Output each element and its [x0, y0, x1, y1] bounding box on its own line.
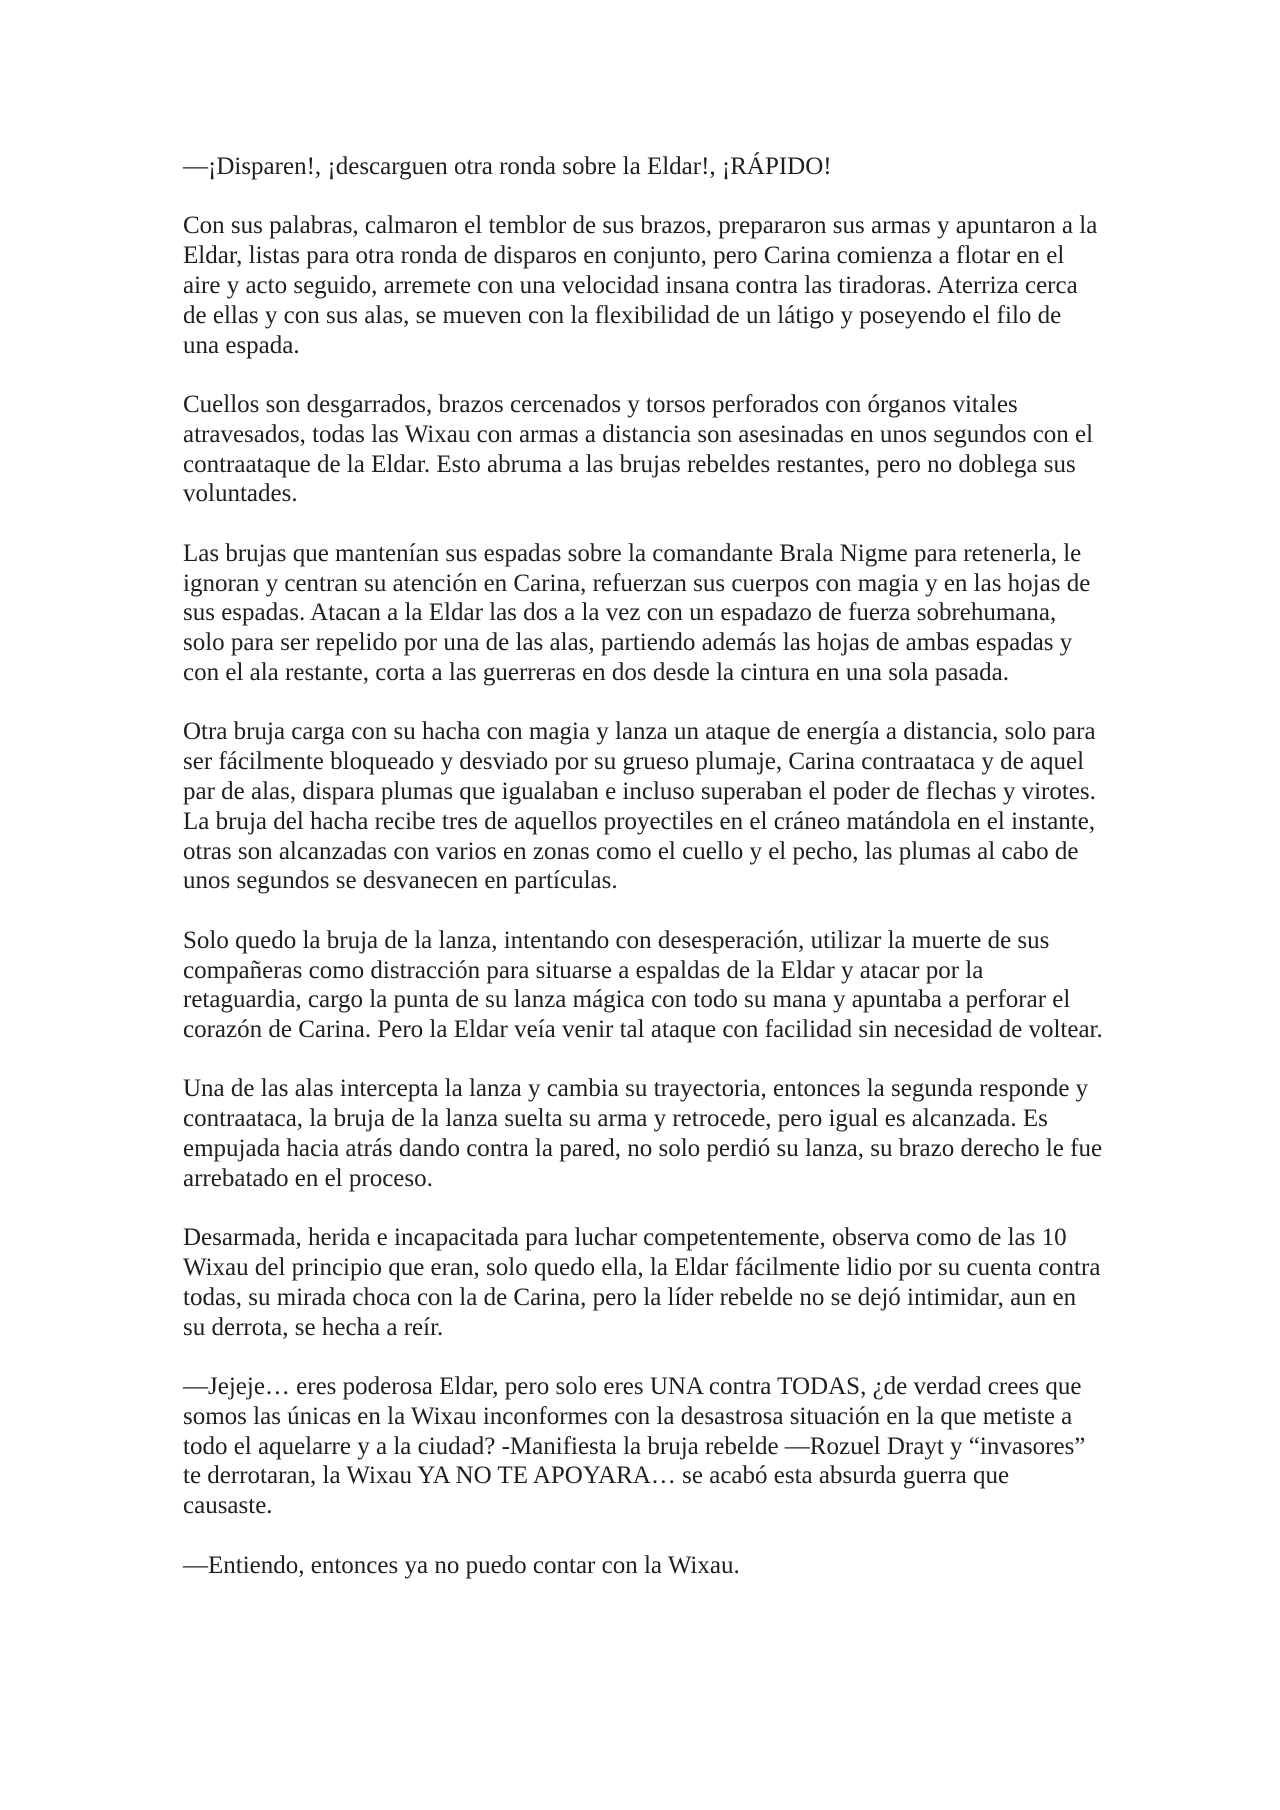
- paragraph: Las brujas que mantenían sus espadas sobre la comandante Brala Nigme para retenerla, le ignoran y centran su atención en Carina, refuerzan sus cuerpos con magia y en las hojas de sus espadas. Atacan a la Eldar las dos a la vez con un espadazo de fuerza sobrehumana, solo para ser repelido por una de las alas, partiendo además las hojas de ambas espadas y con el ala restante, corta a las guerreras en dos desde la cintura en una sola pasada.: [183, 539, 1091, 686]
- paragraph: Con sus palabras, calmaron el temblor de sus brazos, prepararon sus armas y apuntaron a la Eldar, listas para otra ronda de disparos en conjunto, pero Carina comienza a flotar en el aire y acto seguido, arremete con una velocidad insana contra las tiradoras. Aterriza cerca de ellas y con sus alas, se mueven con la flexibilidad de un látigo y poseyendo el filo de una espada.: [183, 212, 1098, 359]
- paragraph: Desarmada, herida e incapacitada para luchar competentemente, observa como de las 10 Wixau del principio que eran, solo quedo ella, la Eldar fácilmente lidio por su cuenta contra todas, su mirada choca con la de Carina, pero la líder rebelde no se dejó intimidar, aun en su derrota, se hecha a reír.: [183, 1224, 1101, 1341]
- paragraph: Solo quedo la bruja de la lanza, intentando con desesperación, utilizar la muerte de sus compañeras como distracción para situarse a espaldas de la Eldar y atacar por la retaguardia, cargo la punta de su lanza mágica con todo su mana y apuntaba a perforar el corazón de Carina. Pero la Eldar veía venir tal ataque con facilidad sin necesidad de voltear.: [183, 926, 1103, 1044]
- paragraph: —¡Disparen!, ¡descarguen otra ronda sobre la Eldar!, ¡RÁPIDO!: [183, 153, 832, 180]
- paragraph: —Entiendo, entonces ya no puedo contar con la Wixau.: [183, 1551, 740, 1579]
- paragraph: Cuellos son desgarrados, brazos cercenados y torsos perforados con órganos vitales atravesados, todas las Wixau con armas a distancia son asesinadas en unos segundos con el contraataque de la Eldar. Esto abruma a las brujas rebeldes restantes, pero no doblega sus voluntades.: [183, 390, 1094, 508]
- document-body: [183, 152, 1103, 1610]
- paragraph: Otra bruja carga con su hacha con magia y lanza un ataque de energía a distancia, solo para ser fácilmente bloqueado y desviado por su grueso plumaje, Carina contraataca y de aquel par de alas, dispara plumas que igualaban e incluso superaban el poder de flechas y virotes. La bruja del hacha recibe tres de aquellos proyectiles en el cráneo matándola en el instante, otras son alcanzadas con varios en zonas como el cuello y el pecho, las plumas al cabo de unos segundos se desvanecen en partículas.: [183, 718, 1096, 895]
- paragraph: —Jejeje… eres poderosa Eldar, pero solo eres UNA contra TODAS, ¿de verdad crees que somos las únicas en la Wixau inconformes con la desastrosa situación en la que metiste a todo el aquelarre y a la ciudad? -Manifiesta la bruja rebelde —Rozuel Drayt y “invasores” te derrotaran, la Wixau YA NO TE APOYARA… se acabó esta absurda guerra que causaste.: [183, 1373, 1086, 1520]
- paragraph: Una de las alas intercepta la lanza y cambia su trayectoria, entonces la segunda responde y contraataca, la bruja de la lanza suelta su arma y retrocede, pero igual es alcanzada. Es empujada hacia atrás dando contra la pared, no solo perdió su lanza, su brazo derecho le fue arrebatado en el proceso.: [183, 1075, 1103, 1192]
